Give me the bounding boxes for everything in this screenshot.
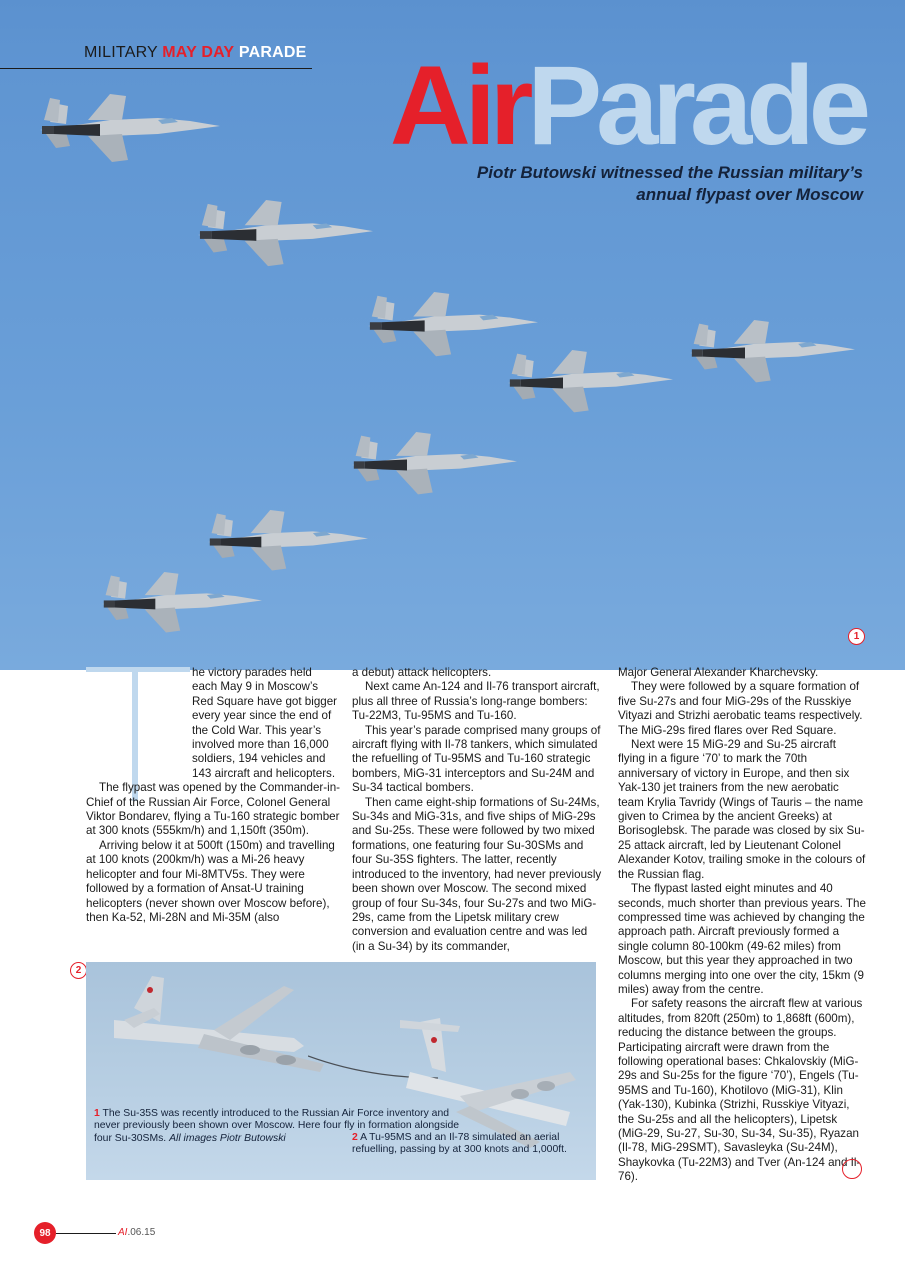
caption-2 [352,1132,592,1157]
col3-para-5: For safety reasons the aircraft flew at various altitudes, from 820ft (250m) to 1,868ft (600m), reducing the distance between the groups. Participating aircraft were drawn from the following operational bases: Chkalovskiy (MiG-29s and Su-25s for the figure ‘70’), Engels (Tu-95MS and Tu-160), Khotilovo (MiG-31), Klin (Yak-130), Kubinka (Strizhi, Russkiye Vityazi, the Su-25s and all the helicopters), Lipetsk (MiG-29, Su-27, Su-30, Su-34, Su-35), Ryazan (Il-78, MiG-29SMT), Savasleyka (Su-24M), Shaykovka (Tu-22M3) and Tver (An-124 and Il-76). [618,997,863,1184]
photo-2 [86,962,596,1180]
caption-1-text: The Su-35S was recently introduced to the Russian Air Force inventory and never previously been shown over Moscow. Here four fly in formation alongside four Su-30SMs. [94,1108,460,1144]
section-rule [0,68,312,69]
caption-1-number: 1 [94,1108,100,1119]
col1-para-3: Arriving below it at 500ft (150m) and travelling at 100 knots (200km/h) was a Mi-26 heavy helicopter and four Mi-8MTV5s. They were followed by a formation of Ansat-U training helicopters (never shown over Moscow before), then Ka-52, Mi-28N and Mi-35M (also [86,838,335,924]
col3-para-4: The flypast lasted eight minutes and 40 seconds, much shorter than previous years. The compressed time was achieved by changing the approach path. Aircraft previously formed a single column 80-100km (49-62 miles) from Moscow, but this year they approached in two columns merging into one over the city, 15km (9 miles) away from the centre. [618,882,866,996]
magazine-abbrev: AI [118,1227,128,1238]
jet-4 [690,316,855,390]
section-prefix: MILITARY [84,44,158,61]
col2-para-4: Then came eight-ship formations of Su-24Ms, Su-34s and MiG-31s, and five ships of MiG-29s and Su-25s. These were followed by two mixed formations, one featuring four Su-30SMs and four Su-35S fighters. The latter, recently introduced to the inventory, had never previously been shown over Moscow. The second mixed group of four Su-34s, four Su-27s and two MiG-29s, came from the Lipetsk military crew conversion and evaluation centre and was led (in a Su-34) by its commander, [352,795,602,953]
col3-para-3: Next were 15 MiG-29 and Su-25 aircraft flying in a figure ‘70’ to mark the 70th anniversary of victory in Europe, and then six Yak-130 jet trainers from the new aerobatic team Krylia Tavridy (Wings of Tauris – the name given to Crimea by the ancient Greeks) at Borisoglebsk. The parade was closed by six Su-25 attack aircraft, led by Lieutenant Colonel Alexander Kotov, trailing smoke in the colours of the Russian flag. [618,738,866,881]
text-column-1 [86,666,340,925]
col2-para-3: This year’s parade comprised many groups of aircraft flying with Il-78 tankers, which simulated the refuelling of Tu-95MS and Tu-160 strategic bombers, MiG-31 interceptors and Su-24M and Su-34 tactical bombers. [352,723,601,795]
subtitle: Piotr Butowski witnessed the Russian military’s annual flypast over Moscow [476,163,863,204]
text-column-2 [352,666,602,954]
jet-6 [352,428,517,502]
footer-rule [56,1233,116,1234]
photo-number-1: 1 [848,628,865,645]
jet-5 [508,346,673,420]
text-column-3 [618,666,866,1185]
title-parade: Parade [527,43,865,168]
title-air: Air [389,43,528,168]
col1-para-2: The flypast was opened by the Commander-in-Chief of the Russian Air Force, Colonel General Viktor Bondarev, flying a Tu-160 strategic bomber at 300 knots (555km/h) and 1,150ft (350m). [86,781,341,838]
tu95-bomber [94,968,334,1098]
jet-2 [198,196,373,274]
caption-2-text: A Tu-95MS and an Il-78 simulated an aerial refuelling, passing by at 300 knots and 1,000ft. [352,1132,567,1156]
jet-8 [102,568,262,640]
page-number: 98 [34,1222,56,1244]
section-label [84,44,306,62]
footer-issue [118,1227,155,1238]
photo-number-2: 2 [70,962,87,979]
col3-para-2: They were followed by a square formation of five Su-27s and four MiG-29s of the Russkiye Vityazi and Strizhi aerobatic teams respectively. The MiG-29s fired flares over Red Square. [618,680,863,737]
col2-para-1: a debut) attack helicopters. [352,666,492,679]
end-mark [842,1159,862,1179]
caption-2-number: 2 [352,1132,358,1143]
jet-1 [40,90,220,170]
col1-para-1: he victory parades held each May 9 in Moscow’s Red Square have got bigger every year since the end of the Cold War. This year’s involved more than 16,000 soldiers, 194 vehicles and 143 aircraft and helicopters. [192,666,338,780]
page-title [389,43,865,168]
col3-para-1: Major General Alexander Kharchevsky. [618,666,819,679]
caption-1-credit: All images Piotr Butowski [169,1132,286,1144]
issue-date: .06.15 [127,1227,156,1238]
col2-para-2: Next came An-124 and Il-76 transport aircraft, plus all three of Russia’s long-range bombers: Tu-22M3, Tu-95MS and Tu-160. [352,680,600,723]
section-suffix: PARADE [238,44,307,61]
section-highlight: MAY DAY [162,44,235,61]
